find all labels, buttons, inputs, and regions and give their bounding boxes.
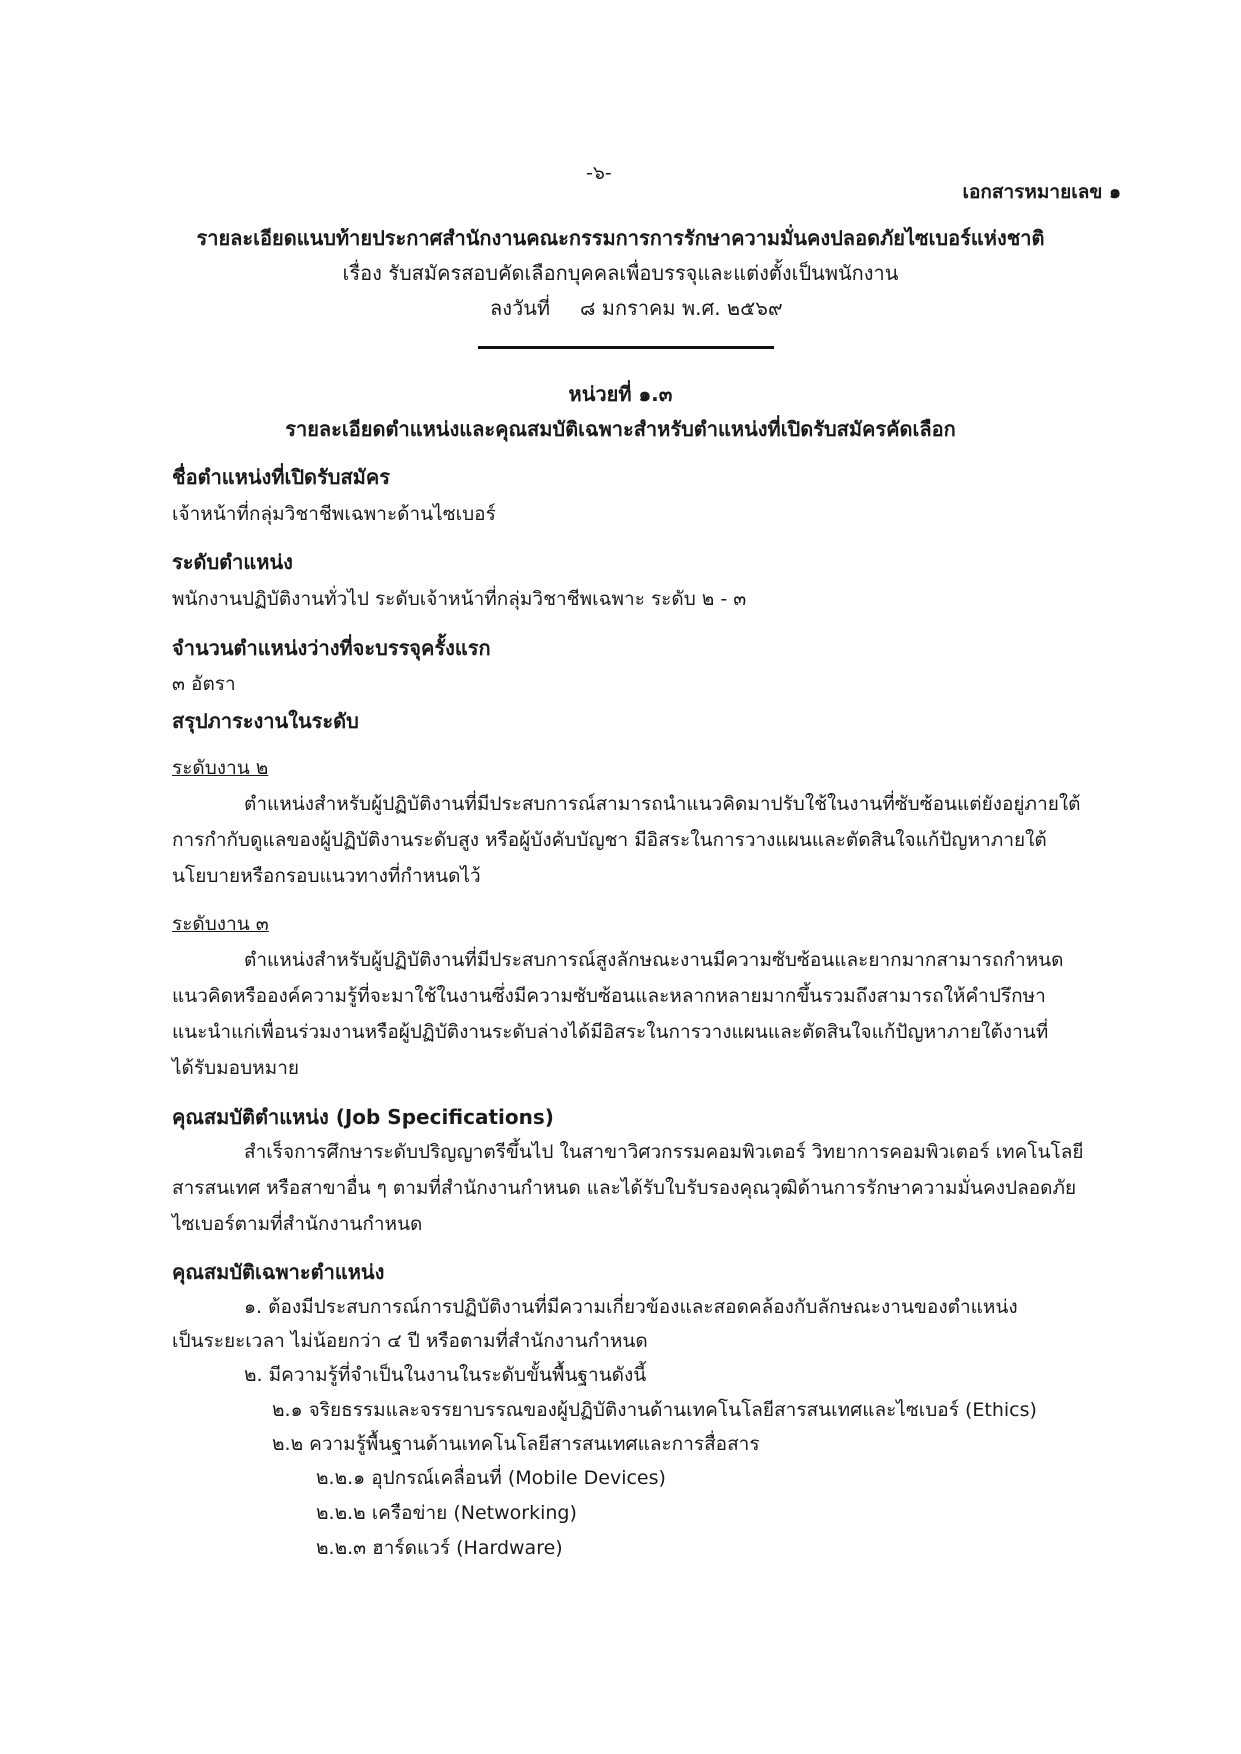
workload-level3-label: ระดับงาน ๓ (172, 913, 269, 935)
workload-level3-line: แนะนำแก่เพื่อนร่วมงานหรือผู้ปฏิบัติงานระดับล่างได้มีอิสระในการวางแผนและตัดสินใจแก้ปัญหาภายใต้งานที่ (172, 1021, 1049, 1043)
position-level-heading: ระดับตำแหน่ง (172, 550, 293, 574)
unit-subtitle: รายละเอียดตำแหน่งและคุณสมบัติเฉพาะสำหรับตำแหน่งที่เปิดรับสมัครคัดเลือก (285, 417, 956, 441)
job-spec-line: สารสนเทศ หรือสาขาอื่น ๆ ตามที่สำนักงานกำหนด และได้รับใบรับรองคุณวุฒิด้านการรักษาความมั่นคงปลอดภัย (172, 1177, 1077, 1199)
specific-qual-item2-2-3: ๒.๒.๓ ฮาร์ดแวร์ (Hardware) (316, 1537, 563, 1559)
document-title: รายละเอียดแนบท้ายประกาศสำนักงานคณะกรรมการการรักษาความมั่นคงปลอดภัยไซเบอร์แห่งชาติ (196, 226, 1045, 250)
position-name-heading: ชื่อตำแหน่งที่เปิดรับสมัคร (172, 465, 390, 489)
specific-qual-item2-2-2: ๒.๒.๒ เครือข่าย (Networking) (316, 1502, 577, 1524)
workload-level2-line: นโยบายหรือกรอบแนวทางที่กำหนดไว้ (172, 865, 481, 887)
specific-qual-item2: ๒. มีความรู้ที่จำเป็นในงานในระดับขั้นพื้นฐานดังนี้ (244, 1364, 647, 1386)
date-label: ลงวันที่ (490, 296, 551, 320)
specific-qual-item1-line: เป็นระยะเวลา ไม่น้อยกว่า ๔ ปี หรือตามที่สำนักงานกำหนด (172, 1330, 648, 1352)
job-spec-line: ไซเบอร์ตามที่สำนักงานกำหนด (172, 1213, 423, 1235)
workload-level2-line: การกำกับดูแลของผู้ปฏิบัติงานระดับสูง หรือผู้บังคับบัญชา มีอิสระในการวางแผนและตัดสินใจแก้ปัญหาภายใต้ (172, 829, 1047, 851)
specific-qual-item1-line: ๑. ต้องมีประสบการณ์การปฏิบัติงานที่มีความเกี่ยวข้องและสอดคล้องกับลักษณะงานของตำแหน่ง (244, 1296, 1018, 1318)
date-value: ๘ มกราคม พ.ศ. ๒๕๖๙ (580, 296, 783, 320)
document-subject: เรื่อง รับสมัครสอบคัดเลือกบุคคลเพื่อบรรจุและแต่งตั้งเป็นพนักงาน (342, 261, 899, 285)
job-spec-line: สำเร็จการศึกษาระดับปริญญาตรีขึ้นไป ในสาขาวิศวกรรมคอมพิวเตอร์ วิทยาการคอมพิวเตอร์ เทคโนโลยี (244, 1141, 1084, 1163)
header-divider (478, 346, 774, 349)
workload-level3-line: ตำแหน่งสำหรับผู้ปฏิบัติงานที่มีประสบการณ์สูงลักษณะงานมีความซับซ้อนและยากมากสามารถกำหนด (244, 949, 1064, 971)
position-level-value: พนักงานปฏิบัติงานทั่วไป ระดับเจ้าหน้าที่กลุ่มวิชาชีพเฉพาะ ระดับ ๒ - ๓ (172, 588, 747, 610)
page-number: -๖- (586, 162, 612, 184)
workload-level3-line: ได้รับมอบหมาย (172, 1057, 300, 1079)
specific-qual-item2-1: ๒.๑ จริยธรรมและจรรยาบรรณของผู้ปฏิบัติงานด้านเทคโนโลยีสารสนเทศและไซเบอร์ (Ethics) (272, 1399, 1037, 1421)
specific-qual-heading: คุณสมบัติเฉพาะตำแหน่ง (172, 1260, 385, 1284)
workload-level2-line: ตำแหน่งสำหรับผู้ปฏิบัติงานที่มีประสบการณ์สามารถนำแนวคิดมาปรับใช้ในงานที่ซับซ้อนแต่ยังอยู่ภายใต้ (244, 793, 1081, 815)
workload-level3-line: แนวคิดหรือองค์ความรู้ที่จะมาใช้ในงานซึ่งมีความซับซ้อนและหลากหลายมากขึ้นรวมถึงสามารถให้คำปรึกษา (172, 985, 1046, 1007)
specific-qual-item2-2-1: ๒.๒.๑ อุปกรณ์เคลื่อนที่ (Mobile Devices) (316, 1467, 666, 1489)
job-spec-heading: คุณสมบัติตำแหน่ง (Job Specifications) (172, 1105, 554, 1129)
workload-heading: สรุปภาระงานในระดับ (172, 709, 359, 733)
position-name-value: เจ้าหน้าที่กลุ่มวิชาชีพเฉพาะด้านไซเบอร์ (172, 503, 496, 525)
document-number: เอกสารหมายเลข ๑ (962, 181, 1121, 203)
vacancies-heading: จำนวนตำแหน่งว่างที่จะบรรจุครั้งแรก (172, 636, 491, 660)
unit-title: หน่วยที่ ๑.๓ (568, 382, 673, 406)
specific-qual-item2-2: ๒.๒ ความรู้พื้นฐานด้านเทคโนโลยีสารสนเทศและการสื่อสาร (272, 1433, 760, 1455)
workload-level2-label: ระดับงาน ๒ (172, 757, 269, 779)
vacancies-value: ๓ อัตรา (172, 673, 236, 695)
